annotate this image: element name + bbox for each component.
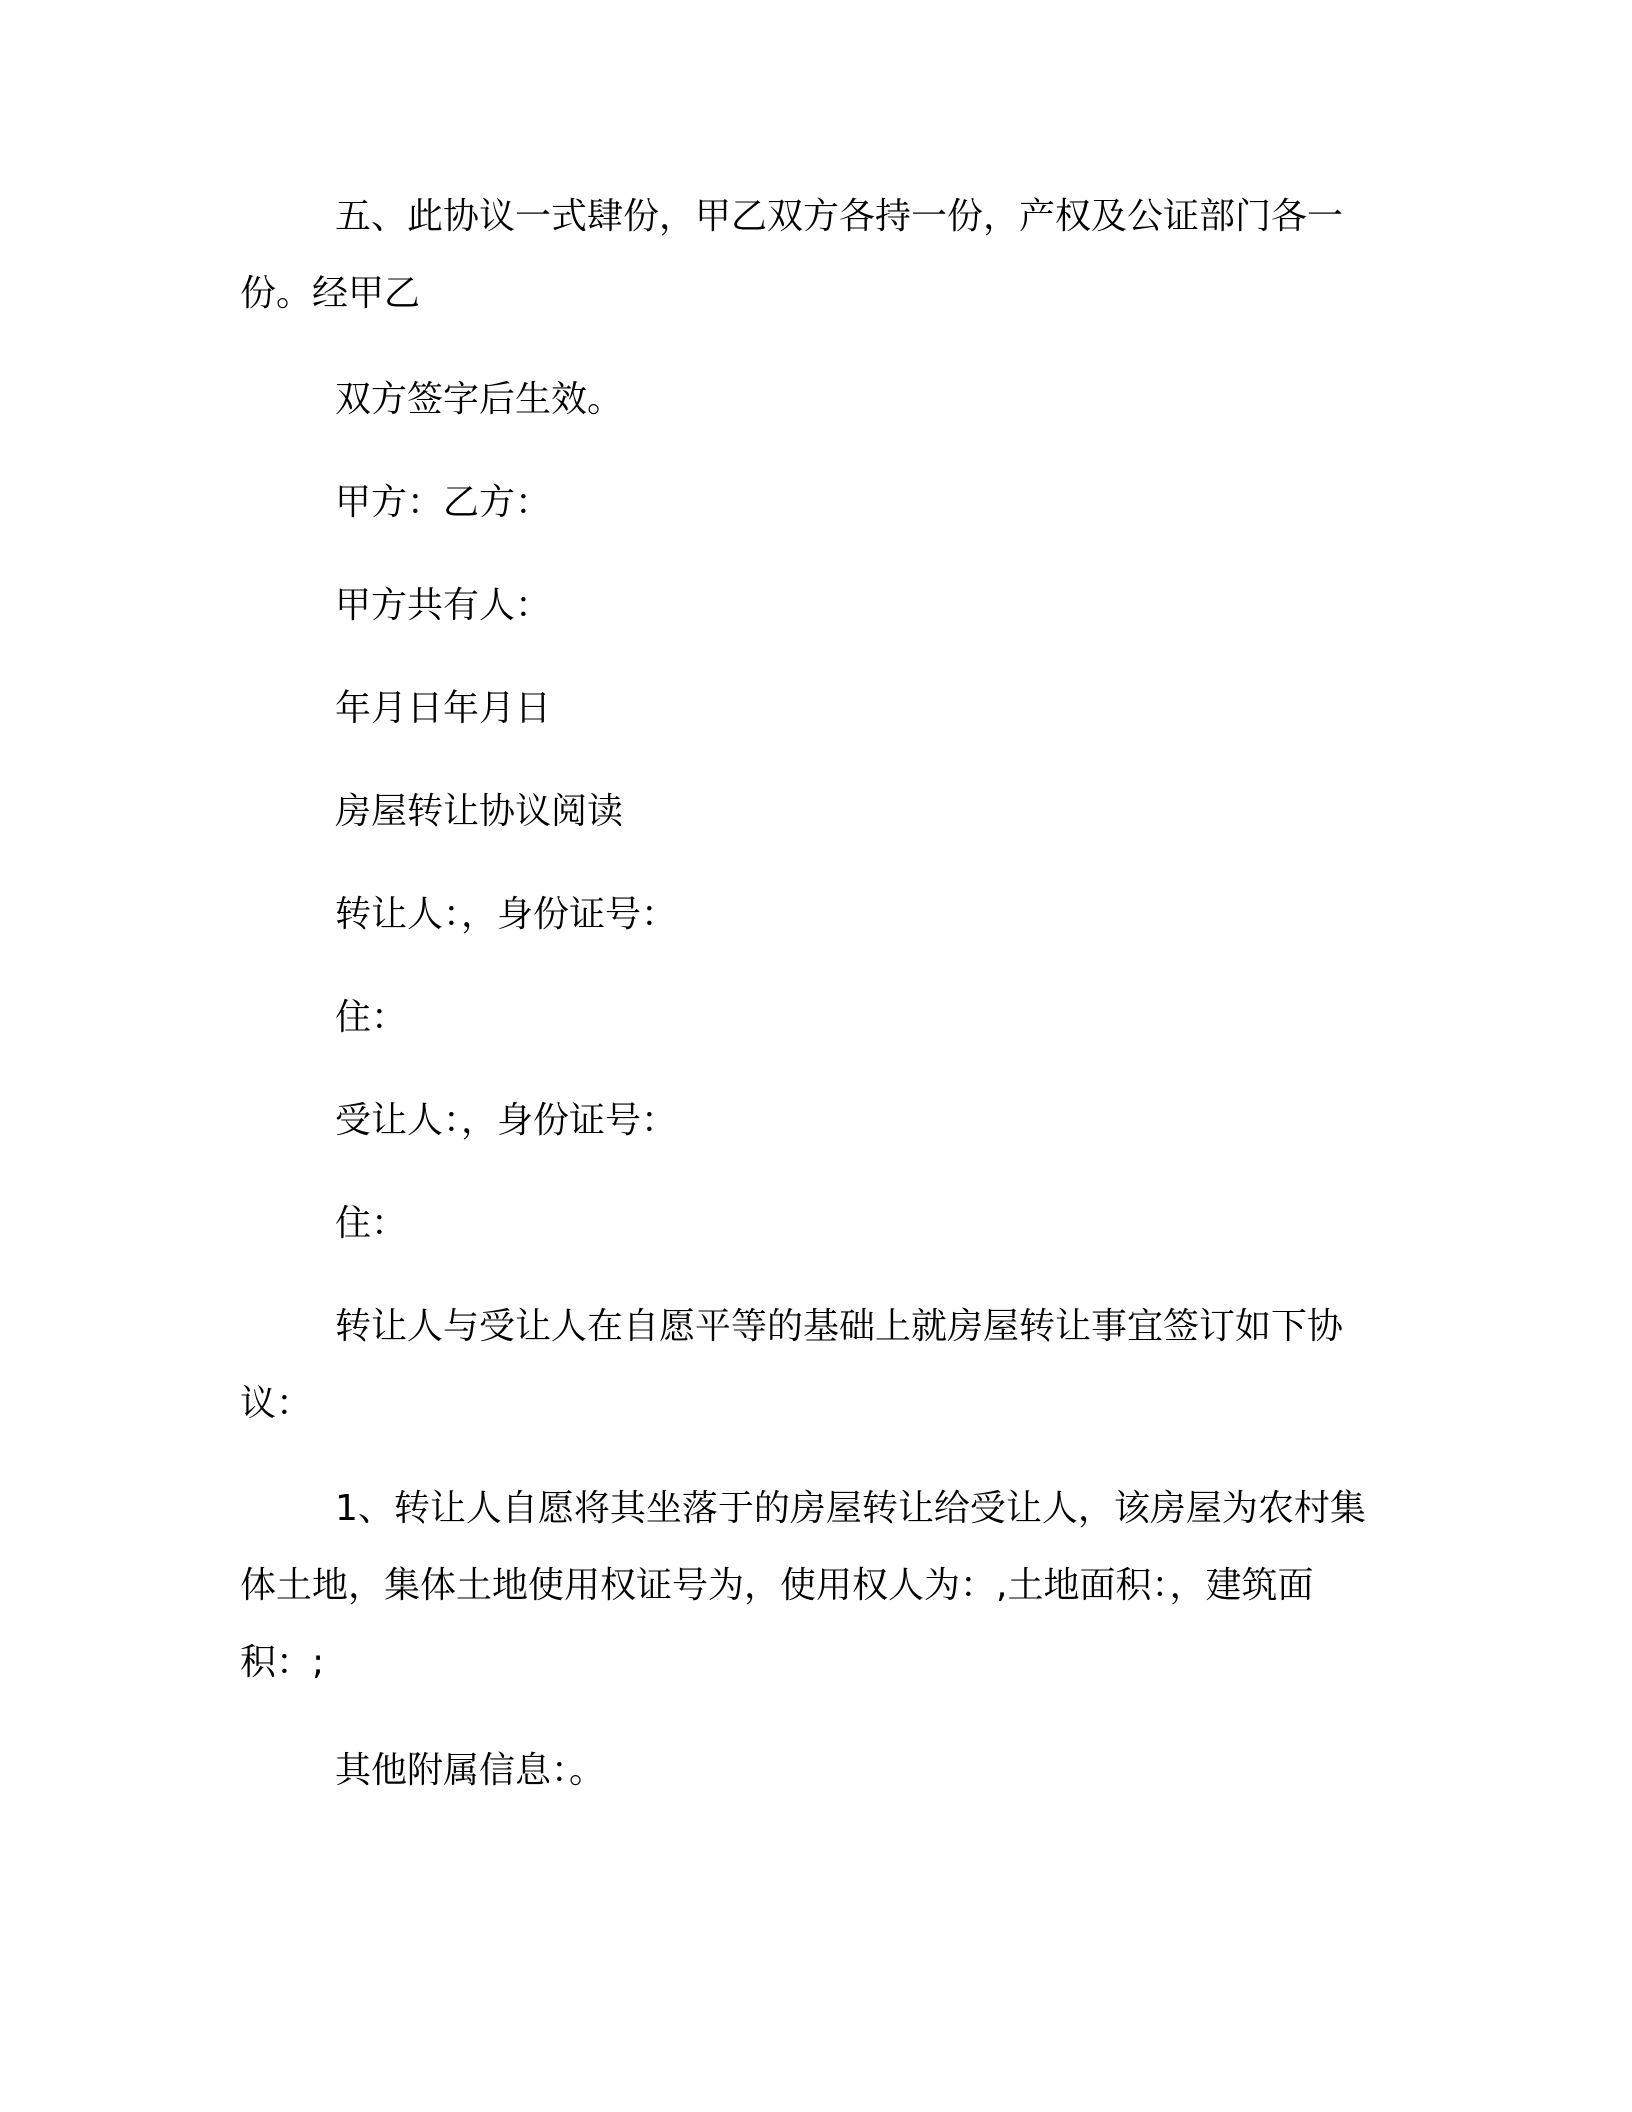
paragraph-transferee-address: 住：	[335, 1203, 408, 1244]
paragraph-section-title: 房屋转让协议阅读	[335, 791, 624, 832]
paragraph-transferor-address: 住：	[335, 997, 408, 1038]
paragraph-effective-clause: 双方签字后生效。	[335, 379, 624, 420]
paragraph-copies-clause: 五、此协议一式肆份，甲乙双方各持一份，产权及公证部门各一份。经甲乙	[240, 196, 1344, 314]
paragraph-party-a-b: 甲方：乙方：	[335, 482, 552, 523]
paragraph-transferee: 受让人：，身份证号：	[335, 1100, 678, 1141]
paragraph-dates: 年月日年月日	[335, 688, 552, 729]
paragraph-clause-1: 1、转让人自愿将其坐落于的房屋转让给受让人，该房屋为农村集体土地，集体土地使用权证号为，使用权人为：,土地面积：，建筑面积：;	[240, 1488, 1366, 1683]
paragraph-other-info: 其他附属信息：。	[335, 1750, 606, 1791]
paragraph-transferor: 转让人：，身份证号：	[335, 894, 678, 935]
paragraph-party-a-coowner: 甲方共有人：	[335, 585, 552, 626]
paragraph-agreement-intro: 转让人与受让人在自愿平等的基础上就房屋转让事宜签订如下协议：	[240, 1306, 1344, 1424]
